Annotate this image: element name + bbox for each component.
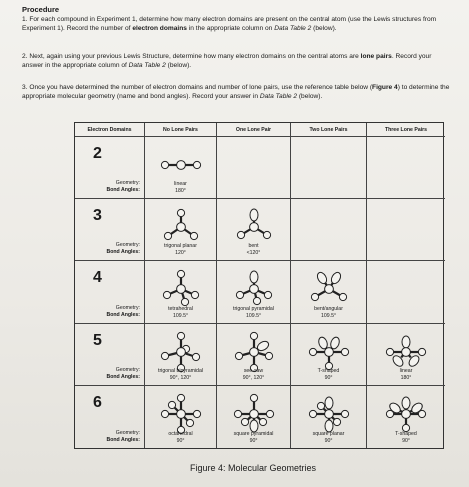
geometry-name: trigonal bipyramidal [158,367,203,374]
geometry-cell [217,386,291,448]
lone-pair-lobe [402,336,410,348]
bond-angle-value: 109.5° [172,312,189,319]
atom [163,292,170,299]
electron-domain-count: 6 [93,393,102,411]
atom [176,161,185,170]
atom [236,292,243,299]
bond-angle-value: <120° [246,250,261,257]
lone-pair-lobe [325,397,333,409]
atom [193,161,200,168]
step-1-paragraph: 1. For each compound in Experiment 1, determine how many electron domains are present on the central atom (use the Lewis structures from Experiment 1). Record the number of electron domains in the appropriate column on Data Table 2 (below). [22,16,437,32]
electron-domain-count: 5 [93,331,102,349]
geometry-name: linear [399,367,413,374]
geometry-name: trigonal planar [164,243,197,250]
geometry-caption [291,368,366,382]
geometry-cell [291,137,367,199]
lone-pair-lobe [325,420,333,432]
geometry-name: bent [248,243,259,250]
atom [249,409,258,418]
atom [341,410,348,417]
atom [341,348,348,355]
geometry-name: trigonal pyramidal [233,305,274,312]
geometry-cell [217,137,291,199]
geometry-label: Geometry: [115,180,140,187]
geometry-name: square pyramidal [233,431,274,437]
geometry-cell [145,324,217,386]
geometry-cell [291,199,367,261]
atom [176,409,185,418]
atom [177,210,184,217]
figure-caption: Figure 4: Molecular Geometries [190,463,317,473]
bond-angle-value: 109.5° [320,312,337,319]
atom [192,353,199,360]
atom [418,410,425,417]
column-header: Three Lone Pairs [367,123,445,137]
lone-pair-lobe [250,271,258,283]
atom [235,352,242,359]
geometry-cell [217,199,291,261]
geometry-caption [291,431,366,445]
atom [186,419,193,426]
geometry-cell [367,261,445,323]
atom [250,394,257,401]
geometry-label: Geometry: [115,242,140,249]
atom [176,223,185,232]
bond-angle-value: 90° [324,438,333,444]
atom [161,410,168,417]
atom [177,332,184,339]
column-header: No Lone Pairs [145,123,217,137]
atom [265,352,272,359]
atom [193,410,200,417]
geometry-cell [367,137,445,199]
atom [386,410,393,417]
column-header: One Lone Pair [217,123,291,137]
geometry-label: Geometry: [115,430,140,436]
atom [191,292,198,299]
atom [250,332,257,339]
electron-domain-cell [75,199,145,261]
geometry-cell [145,199,217,261]
geometry-name: T-shaped [317,367,340,374]
geometry-caption [145,368,216,382]
row-labels [106,305,140,319]
bond-angle-value: 90° [402,438,410,444]
molecular-geometry-table [74,122,444,449]
electron-domain-count: 2 [93,145,102,162]
electron-domain-cell [75,137,145,199]
geometry-cell [367,324,445,386]
atom [264,292,271,299]
molecule-model-r4c0 [157,392,205,436]
lone-pair-lobe [250,420,258,432]
bond-angle-value: 90° [249,438,258,444]
geometry-label: Geometry: [115,366,140,373]
bond-angle-value: 109.5° [245,312,262,319]
atom [177,271,184,278]
procedure-heading: Procedure [22,5,60,14]
column-header: Electron Domains [75,123,145,137]
atom [339,294,346,301]
geometry-caption [217,368,290,382]
atom [324,285,333,294]
electron-domain-count: 3 [93,207,102,225]
bond-angles-label: Bond Angles: [106,249,140,256]
atom [164,233,171,240]
step-2-paragraph: 2. Next, again using your previous Lewis Structure, determine how many electron domains on the central atoms are lone pairs. Record your answer in the appropriate column of Data Table 2 (below). [22,53,432,69]
bond-angles-label: Bond Angles: [106,187,140,194]
atom [177,394,184,401]
step-3-paragraph: 3. Once you have determined the number of electron domains and number of lone pairs, use the reference table below (Figure 4) to determine the appropriate molecular geometry (name and bond angles). Record your answer in Data Table 2 (below). [22,84,450,100]
atom [311,294,318,301]
atom [249,223,258,232]
geometry-caption [217,243,290,257]
geometry-cell [291,386,367,448]
atom [324,409,333,418]
bond-angles-label: Bond Angles: [106,373,140,380]
molecule-model-r4c1 [230,392,278,436]
geometry-name: linear [174,181,187,188]
row-labels [106,242,140,256]
atom [241,418,248,425]
geometry-caption [291,306,366,320]
electron-domain-cell [75,261,145,323]
molecule-model-r4c3 [382,392,430,436]
geometry-name: T-shaped [395,431,417,437]
geometry-cell [367,199,445,261]
atom [263,232,270,239]
atom [176,347,185,356]
atom [266,410,273,417]
atom [402,409,411,418]
bond-angles-label: Bond Angles: [106,311,140,318]
geometry-caption [217,431,290,445]
atom [418,348,425,355]
atom [249,285,258,294]
atom [253,298,260,305]
lone-pair-lobe [315,271,328,285]
geometry-caption [145,431,216,445]
atom [309,348,316,355]
electron-domain-count: 4 [93,269,102,287]
atom [168,401,175,408]
geometry-caption [367,431,445,445]
geometry-cell [291,261,367,323]
geometry-name: octahedral [168,431,193,437]
bond-angle-value: 90° [176,438,185,444]
bond-angle-value: 90°, 120° [242,374,265,381]
geometry-caption [145,306,216,320]
geometry-caption [145,181,216,195]
geometry-caption [145,243,216,257]
lone-pair-lobe [250,209,258,221]
electron-domain-cell [75,324,145,386]
geometry-label: Geometry: [115,304,140,311]
geometry-cell [291,324,367,386]
atom [333,418,340,425]
atom [386,348,393,355]
atom [249,347,258,356]
atom [259,418,266,425]
bond-angle-value: 180° [175,188,186,195]
geometry-cell [145,137,217,199]
lone-pair-lobe [402,397,410,409]
electron-domain-cell [75,386,145,448]
atom [176,285,185,294]
bond-angles-label: Bond Angles: [106,437,140,443]
geometry-cell [145,261,217,323]
row-labels [106,430,140,444]
geometry-cell [217,324,291,386]
bond-angle-value: 120° [175,250,186,257]
geometry-caption [217,306,290,320]
atom [324,347,333,356]
geometry-cell [367,386,445,448]
bond-angle-value: 180° [400,374,412,381]
geometry-caption [367,368,445,382]
row-labels [106,180,140,194]
atom [237,232,244,239]
atom [402,347,411,356]
lone-pair-lobe [329,271,342,285]
geometry-name: see-saw [243,367,264,374]
atom [190,233,197,240]
geometry-name: bent/angular [314,305,343,312]
column-header: Two Lone Pairs [291,123,367,137]
geometry-name: square planar [312,431,345,437]
geometry-name: tetrahedral [168,305,193,312]
molecule-model-r4c2 [305,392,353,436]
bond-angle-value: 90°, 120° [169,374,192,381]
geometry-cell [217,261,291,323]
atom [317,402,324,409]
bond-angle-value: 90° [324,374,333,381]
row-labels [106,367,140,381]
geometry-cell [145,386,217,448]
atom [161,352,168,359]
atom [234,410,241,417]
atom [309,410,316,417]
atom [161,161,168,168]
